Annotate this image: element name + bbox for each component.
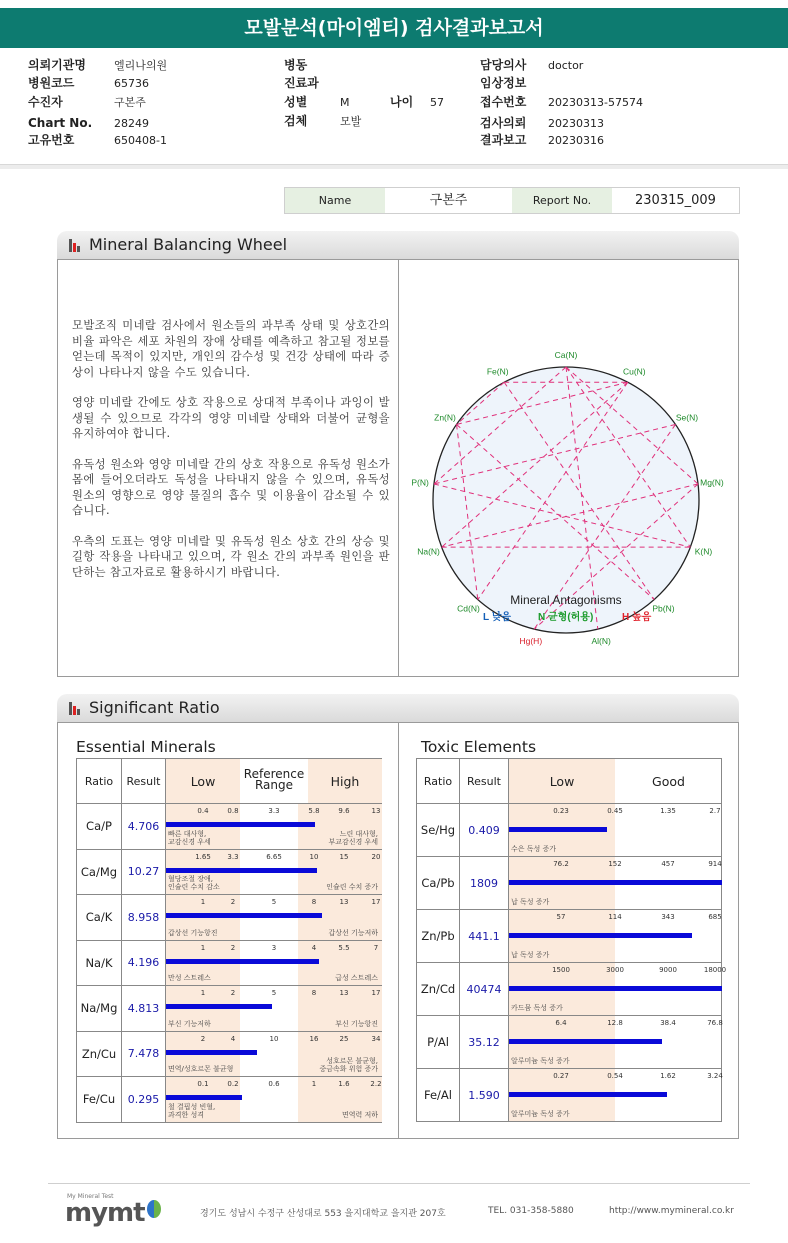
- low-header: Low: [549, 774, 575, 789]
- tick-label: 6.65: [266, 852, 282, 861]
- info-value: 65736: [114, 77, 149, 90]
- tick-label: 18000: [703, 966, 727, 974]
- result-value: 0.295: [122, 1077, 166, 1123]
- table-row: [77, 1077, 382, 1123]
- tick-label: 1.35: [660, 807, 676, 815]
- tick-label: 0.27: [553, 1072, 569, 1080]
- ratio-label: Zn/Cd: [417, 963, 460, 1016]
- wheel-node-label: Cu(N): [622, 366, 646, 377]
- ratio-label: Ca/P: [77, 804, 122, 850]
- ratio-label: Na/K: [77, 940, 122, 986]
- result-value: 4.706: [122, 804, 166, 850]
- tick-label: 4: [311, 943, 317, 952]
- ratio-bar: [509, 933, 692, 938]
- note-low: 면역/성호르몬 불균형: [168, 1065, 234, 1073]
- ratio-bar: [509, 827, 607, 832]
- tick-label: 13: [339, 898, 349, 906]
- logo-text: mymt: [65, 1198, 145, 1228]
- ratio-label: Zn/Pb: [417, 910, 460, 963]
- note-high: 갑상선 기능저하: [328, 928, 378, 937]
- table-row: [417, 910, 722, 963]
- mbw-paragraph: 모발조직 미네랄 검사에서 원소들의 과부족 상태 및 상호간의 비율 파악은 세포 차원의 장애 상태를 예측하고 참고될 정보를 얻는데 목적이 있지만, 개인의 감수성 및 건강 상태에 따라 증상이 나타나지 않을 수도 있습니다.: [72, 319, 390, 379]
- mbw-description: [72, 318, 390, 595]
- tick-label: 9000: [659, 966, 677, 974]
- good-header: Good: [652, 774, 685, 789]
- info-field: [284, 74, 340, 92]
- note-low: 혈당조절 장애, 인슐린 수치 감소: [168, 875, 220, 891]
- info-label: 고유번호: [28, 133, 75, 147]
- wheel-node-label: Fe(N): [486, 366, 509, 377]
- tick-label: 2: [230, 989, 236, 997]
- info-field: [284, 56, 340, 74]
- ratio-bar: [166, 1004, 272, 1009]
- info-field: [480, 114, 604, 132]
- tick-label: 10: [309, 852, 319, 861]
- legend-item: H 높음: [622, 612, 652, 623]
- info-value: 57: [430, 96, 444, 109]
- info-label: 검체: [284, 114, 308, 128]
- info-value: 엘리나의원: [114, 59, 168, 72]
- mbw-paragraph: 우측의 도표는 영양 미네랄 및 유독성 원소 상호 간의 상승 및 길항 작용을 나타내고 있으며, 각 원소 간의 과부족 원인을 판단하는 참고자료로 활용하시기 바랍니다.: [72, 534, 390, 579]
- wheel-node-label: P(N): [411, 477, 429, 488]
- tick-label: 38.4: [660, 1019, 676, 1027]
- ref-header: Reference Range: [243, 767, 305, 792]
- range-cell: [166, 940, 382, 986]
- info-label: Chart No.: [28, 116, 93, 130]
- tick-label: 6.4: [555, 1019, 567, 1027]
- note-low: 알루미늄 독성 증가: [511, 1057, 570, 1065]
- tick-label: 4: [230, 1034, 236, 1043]
- info-label: 임상정보: [480, 76, 527, 90]
- tick-label: 1: [200, 898, 206, 906]
- ratio-bar: [509, 880, 722, 885]
- tick-label: 13: [371, 807, 381, 815]
- wheel-caption: Mineral Antagonisms: [510, 593, 622, 607]
- tick-label: 17: [371, 898, 381, 906]
- tick-label: 0.6: [268, 1080, 280, 1088]
- wheel-node-label: Cd(N): [457, 603, 480, 614]
- sr-section-header: [57, 694, 739, 722]
- table-row: [417, 1016, 722, 1069]
- leaf-icon: [147, 1200, 161, 1218]
- info-label: 검사의뢰: [480, 116, 527, 130]
- mbw-paragraph: 영양 미네랄 간에도 상호 작용으로 상대적 부족이나 과잉이 발생될 수 있으므로 각각의 영양 미네랄 상태와 더불어 균형을 유지하여야 합니다.: [72, 396, 390, 440]
- info-field: [284, 112, 361, 130]
- tick-label: 5: [271, 898, 277, 906]
- info-field: [28, 93, 146, 111]
- essential-title: Essential Minerals: [76, 738, 216, 756]
- range-cell: [509, 804, 722, 857]
- tick-label: 457: [661, 860, 675, 868]
- tick-label: 5.8: [308, 807, 320, 815]
- info-field: [28, 56, 167, 74]
- tick-label: 685: [708, 913, 722, 921]
- sr-divider: [398, 723, 399, 1138]
- ratio-label: Fe/Cu: [77, 1077, 122, 1123]
- info-label: 병동: [284, 58, 308, 72]
- range-cell: [509, 910, 722, 963]
- tick-label: 0.2: [227, 1080, 239, 1088]
- note-low: 철 결핍성 빈혈, 과격한 성격: [168, 1102, 216, 1119]
- legend-item: L 낮음: [483, 612, 512, 623]
- note-low: 부신 기능저하: [168, 1019, 211, 1028]
- info-label: 성별: [284, 95, 308, 109]
- toxic-title: Toxic Elements: [421, 738, 537, 756]
- result-value: 0.409: [460, 804, 509, 857]
- mbw-paragraph: 유독성 원소와 영양 미네랄 간의 상호 작용으로 유독성 원소가 몸에 들어오더라도 독성을 나타내지 않을 수 있으며, 유독성 원소의 영향으로 영양 물질의 흡수 및 이용율이 감소될 수 있습니다.: [72, 457, 390, 517]
- tick-label: 114: [608, 913, 622, 921]
- wheel-node-label: Na(N): [417, 546, 440, 557]
- tick-label: 13: [339, 989, 349, 997]
- range-cell: [166, 804, 382, 850]
- tick-label: 2.7: [709, 807, 721, 815]
- footer-divider: [48, 1183, 750, 1184]
- ratio-bar: [166, 1095, 242, 1100]
- tick-label: 914: [708, 860, 722, 868]
- info-label: 접수번호: [480, 95, 527, 109]
- info-field: [28, 131, 167, 149]
- info-value: 28249: [114, 117, 149, 130]
- ratio-bar: [166, 959, 319, 964]
- ratio-bar: [509, 986, 722, 991]
- tick-label: 76.2: [553, 860, 569, 868]
- wheel-node-label: Zn(N): [434, 412, 456, 423]
- wheel-node-label: Ca(N): [554, 350, 578, 360]
- ratio-bar: [166, 822, 315, 827]
- note-high: 인슐린 수치 증가: [326, 883, 378, 891]
- ratio-label: Se/Hg: [417, 804, 460, 857]
- result-value: 4.813: [122, 986, 166, 1032]
- name-value: 구본주: [429, 193, 468, 208]
- essential-table: [76, 758, 382, 1123]
- note-high: 성호르몬 불균형, 중금속화 위험 증가: [319, 1057, 378, 1073]
- tick-label: 9.6: [338, 807, 350, 815]
- table-row: [417, 1069, 722, 1122]
- range-cell: [509, 1069, 722, 1122]
- info-label: 수진자: [28, 95, 63, 109]
- table-row: [77, 895, 382, 941]
- tick-label: 16: [309, 1034, 319, 1043]
- tick-label: 8: [311, 898, 317, 906]
- tick-label: 3.3: [268, 807, 280, 815]
- range-cell: [166, 895, 382, 941]
- wheel-node-label: Mg(N): [700, 477, 724, 488]
- sr-title: Significant Ratio: [89, 698, 220, 717]
- note-high: 부신 기능항진: [335, 1019, 378, 1028]
- tick-label: 1500: [552, 966, 570, 974]
- report-title: 모발분석(마이엠티) 검사결과보고서: [0, 8, 788, 48]
- ratio-label: Ca/Mg: [77, 849, 122, 895]
- note-high: 면역력 저하: [341, 1110, 378, 1119]
- ratio-label: Ca/Pb: [417, 857, 460, 910]
- footer-address: 경기도 성남시 수정구 산성대로 553 을지대학교 을지관 207호: [200, 1209, 446, 1219]
- tick-label: 1.62: [660, 1072, 676, 1080]
- info-value: doctor: [548, 59, 584, 72]
- report-no-label: Report No.: [512, 188, 612, 213]
- tick-label: 8: [311, 989, 317, 997]
- ratio-label: P/Al: [417, 1016, 460, 1069]
- result-value: 40474: [460, 963, 509, 1016]
- result-value: 8.958: [122, 895, 166, 941]
- tick-label: 20: [371, 852, 381, 861]
- tick-label: 5: [271, 989, 277, 997]
- info-label: 나이: [390, 95, 414, 109]
- mymt-logo: [65, 1198, 161, 1228]
- table-row: [417, 857, 722, 910]
- table-row: [77, 940, 382, 986]
- note-low: 카드뮴 독성 증가: [511, 1004, 563, 1012]
- tick-label: 7: [373, 943, 379, 952]
- col-ratio: Ratio: [417, 759, 460, 804]
- table-row: [77, 804, 382, 850]
- bar-chart-icon: [69, 239, 83, 252]
- info-value: 20230313-57574: [548, 96, 643, 109]
- range-cell: [509, 857, 722, 910]
- table-row: [417, 963, 722, 1016]
- info-field: [28, 114, 149, 132]
- low-header: Low: [190, 774, 216, 789]
- note-low: 납 독성 증가: [511, 898, 550, 906]
- col-ratio: Ratio: [77, 759, 122, 804]
- table-row: [77, 849, 382, 895]
- info-label: 병원코드: [28, 76, 75, 90]
- tick-label: 15: [339, 852, 349, 861]
- tick-label: 5.5: [338, 943, 350, 952]
- result-value: 1.590: [460, 1069, 509, 1122]
- col-range: [509, 759, 722, 804]
- ratio-bar: [509, 1092, 667, 1097]
- footer-tel: TEL. 031-358-5880: [488, 1206, 574, 1216]
- info-value: 20230313: [548, 117, 604, 130]
- table-row: [77, 986, 382, 1032]
- range-cell: [166, 849, 382, 895]
- info-value: M: [340, 96, 350, 109]
- info-field: [480, 131, 604, 149]
- result-value: 441.1: [460, 910, 509, 963]
- ratio-bar: [166, 1050, 257, 1055]
- col-range: [166, 759, 382, 804]
- info-label: 의뢰기관명: [28, 58, 86, 72]
- info-value: 20230316: [548, 134, 604, 147]
- legend-item: N 균형(허용): [538, 612, 594, 623]
- note-high: 느린 대사형, 부교감신경 우세: [328, 829, 378, 846]
- note-low: 빠른 대사형, 교감신경 우세: [168, 829, 211, 846]
- info-label: 결과보고: [480, 133, 527, 147]
- ratio-label: Zn/Cu: [77, 1031, 122, 1077]
- patient-info: [28, 56, 768, 152]
- mbw-section-header: [57, 231, 739, 259]
- info-label: 담당의사: [480, 58, 527, 72]
- ratio-bar: [166, 868, 317, 873]
- ratio-label: Fe/Al: [417, 1069, 460, 1122]
- tick-label: 17: [371, 989, 381, 997]
- tick-label: 0.4: [197, 807, 209, 815]
- tick-label: 3000: [606, 966, 624, 974]
- info-field: [28, 74, 149, 92]
- high-header: High: [330, 774, 360, 789]
- tick-label: 0.1: [197, 1080, 209, 1088]
- tick-label: 0.8: [227, 807, 239, 815]
- footer-url[interactable]: http://www.mymineral.co.kr: [609, 1206, 734, 1216]
- ratio-label: Na/Mg: [77, 986, 122, 1032]
- result-value: 35.12: [460, 1016, 509, 1069]
- tick-label: 12.8: [607, 1019, 623, 1027]
- tick-label: 1: [200, 943, 206, 952]
- range-cell: [166, 986, 382, 1032]
- tick-label: 2: [200, 1034, 206, 1043]
- toxic-table: [416, 758, 727, 1122]
- tick-label: 0.54: [607, 1072, 623, 1080]
- tick-label: 2.2: [370, 1080, 382, 1088]
- tick-label: 57: [556, 913, 566, 921]
- note-low: 만성 스트레스: [168, 974, 211, 982]
- name-label: Name: [285, 188, 385, 213]
- tick-label: 343: [661, 913, 675, 921]
- tick-label: 2: [230, 943, 236, 952]
- info-label: 진료과: [284, 76, 319, 90]
- ratio-label: Ca/K: [77, 895, 122, 941]
- table-row: [77, 1031, 382, 1077]
- result-value: 1809: [460, 857, 509, 910]
- logo-tagline: My Mineral Test: [67, 1193, 114, 1200]
- ratio-bar: [509, 1039, 662, 1044]
- tick-label: 76.8: [707, 1019, 723, 1027]
- report-no-value: 230315_009: [635, 193, 716, 208]
- wheel-node-label: Pb(N): [652, 603, 675, 614]
- range-cell: [509, 963, 727, 1016]
- note-high: 급성 스트레스: [335, 974, 378, 982]
- info-field: [480, 74, 548, 92]
- info-value: 구본주: [114, 96, 146, 109]
- info-field: [390, 93, 444, 111]
- tick-label: 1: [200, 989, 206, 997]
- tick-label: 1.6: [338, 1080, 350, 1088]
- result-value: 7.478: [122, 1031, 166, 1077]
- info-field: [284, 93, 350, 111]
- wheel-node-label: Hg(H): [519, 635, 543, 646]
- tick-label: 0.23: [553, 807, 569, 815]
- tick-label: 2: [230, 898, 236, 906]
- note-low: 갑상선 기능항진: [168, 928, 218, 937]
- tick-label: 152: [608, 860, 622, 868]
- mbw-divider: [398, 260, 399, 676]
- info-field: [480, 93, 643, 111]
- mineral-wheel: [400, 262, 738, 676]
- tick-label: 3.3: [227, 852, 239, 861]
- note-low: 알루미늄 독성 증가: [511, 1110, 570, 1118]
- tick-label: 34: [371, 1034, 381, 1043]
- tick-label: 1.65: [195, 852, 211, 861]
- tick-label: 0.45: [607, 807, 623, 815]
- result-value: 4.196: [122, 940, 166, 986]
- info-value: 650408-1: [114, 134, 167, 147]
- tick-label: 25: [339, 1034, 349, 1043]
- wheel-node-label: Se(N): [675, 412, 699, 423]
- table-row: [417, 804, 722, 857]
- tick-label: 3.24: [707, 1072, 723, 1080]
- info-value: 모발: [340, 115, 362, 128]
- info-field: [480, 56, 583, 74]
- section-divider: [0, 164, 788, 169]
- range-cell: [166, 1031, 382, 1077]
- result-value: 10.27: [122, 849, 166, 895]
- tick-label: 1: [311, 1080, 317, 1088]
- col-result: Result: [122, 759, 166, 804]
- note-low: 수은 독성 증가: [511, 845, 557, 853]
- name-report-box: [284, 187, 740, 214]
- tick-label: 3: [271, 943, 277, 952]
- bar-chart-icon: [69, 702, 83, 715]
- note-low: 납 독성 증가: [511, 951, 550, 959]
- ratio-bar: [166, 913, 322, 918]
- wheel-node-label: K(N): [694, 546, 713, 557]
- col-result: Result: [460, 759, 509, 804]
- wheel-node-label: Al(N): [591, 635, 611, 646]
- mbw-title: Mineral Balancing Wheel: [89, 235, 288, 254]
- tick-label: 10: [269, 1034, 279, 1043]
- range-cell: [509, 1016, 722, 1069]
- range-cell: [166, 1077, 382, 1123]
